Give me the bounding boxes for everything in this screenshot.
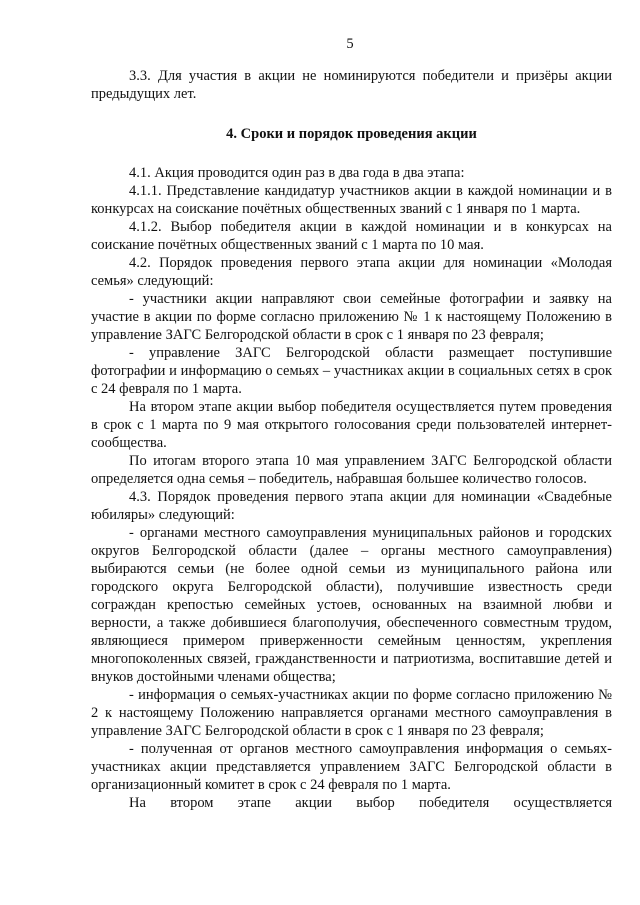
paragraph-jubilee-item-1: - органами местного самоуправления муниципальных районов и городских округов Белгородской области (далее – органы местного самоуправления) выбираются семьи (не более одной семьи из муниципального района или городского округа Белгородской области), получившие известность среди сограждан крепостью семейных устоев, основанных на взаимной любви и верности, а также добившиеся благополучия, обеспеченного совместным трудом, являющиеся примером приверженности семейным ценностям, укрепления многопоколенных связей, гражданственности и патриотизма, воспитавшие детей и внуков достойными членами общества; [91, 525, 612, 685]
paragraph-young-family-item-2: - управление ЗАГС Белгородской области размещает поступившие фотографии и информацию о семьях – участниках акции в социальных сетях в срок с 24 февраля по 1 марта. [91, 345, 612, 397]
paragraph-3-3: 3.3. Для участия в акции не номинируются победители и призёры акции предыдущих лет. [91, 68, 612, 102]
paragraph-jubilee-item-2: - информация о семьях-участниках акции по форме согласно приложению № 2 к настоящему Положению направляется органами местного самоуправления в управление ЗАГС Белгородской области в срок с 1 января по 23 февраля; [91, 687, 612, 739]
paragraph-second-stage-voting: На втором этапе акции выбор победителя осуществляется путем проведения в срок с 1 марта по 9 мая открытого голосования среди пользователей интернет-сообщества. [91, 399, 612, 451]
paragraph-jubilee-item-3: - полученная от органов местного самоуправления информация о семьях-участниках акции представляется управлением ЗАГС Белгородской области в организационный комитет в срок с 24 февраля по 1 марта. [91, 741, 612, 793]
paragraph-4-1-2: 4.1.2. Выбор победителя акции в каждой номинации и в конкурсах на соискание почётных общественных званий с 1 марта по 10 мая. [91, 219, 612, 253]
section-heading [91, 125, 612, 143]
paragraph-4-1: 4.1. Акция проводится один раз в два года в два этапа: [129, 165, 465, 181]
section-heading-text: 4. Сроки и порядок проведения акции [226, 126, 477, 142]
page-number: 5 [346, 36, 354, 52]
paragraph-last-line: На втором этапе акции выбор победителя осуществляется [129, 795, 612, 811]
paragraph-4-3: 4.3. Порядок проведения первого этапа акции для номинации «Свадебные юбиляры» следующий: [91, 489, 612, 523]
paragraph-young-family-item-1: - участники акции направляют свои семейные фотографии и заявку на участие в акции по форме согласно приложению № 1 к настоящему Положению в управление ЗАГС Белгородской области в срок с 1 января по 23 февраля; [91, 291, 612, 343]
paragraph-results: По итогам второго этапа 10 мая управлением ЗАГС Белгородской области определяется одна семья – победитель, набравшая большее количество голосов. [91, 453, 612, 487]
document-body [91, 67, 612, 812]
paragraph-4-2: 4.2. Порядок проведения первого этапа акции для номинации «Молодая семья» следующий: [91, 255, 612, 289]
paragraph-4-1-1: 4.1.1. Представление кандидатур участников акции в каждой номинации и в конкурсах на соискание почётных общественных званий с 1 января по 1 марта. [91, 183, 612, 217]
